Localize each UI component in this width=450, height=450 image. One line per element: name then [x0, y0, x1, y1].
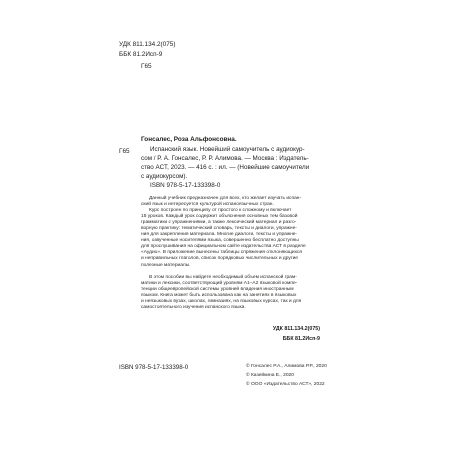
catalog-description-line: сом / Р. А. Гонсалес, Р. Р. Алимова. — Москва : Издатель- — [141, 155, 309, 162]
annotation-line: матики и лексики, соответствующий уровням А1–А2 языковой компе- — [141, 280, 298, 286]
annotation-line: Данный учебник предназначен для всех, кто желает изучать испан- — [149, 196, 302, 201]
catalog-isbn: ISBN 978-5-17-133398-0 — [150, 182, 221, 189]
annotation-line: 15 уроков. Каждый урок содержит объяснения основных тем базовой — [141, 214, 298, 220]
annotation-line: полезные материалы. — [141, 262, 191, 268]
copyright-line: © Казейкина Е., 2020 — [246, 373, 294, 378]
catalog-description-line: Испанский язык. Новейший самоучитель с аудиокур- — [150, 146, 305, 153]
annotation-line: Курс построен по принципу от простого к сложному и включает — [149, 208, 292, 214]
annotation-line: для прослушивания на официальном сайте издательства АСТ в разделе — [141, 244, 306, 250]
annotation-line: языком. Книга может быть использована как на занятиях в языковых — [141, 292, 297, 298]
author-sign-code-left: Г65 — [119, 148, 130, 155]
annotation-paragraph — [141, 196, 321, 208]
annotation-line: ния, озвученные носителями языка, совершенно бесплатно доступны — [141, 238, 299, 244]
bbk-code-bold: ББК 81.2Исп-9 — [282, 336, 320, 342]
isbn-number: ISBN 978-5-17-133398-0 — [119, 364, 189, 371]
udk-code: УДК 811.134.2(075) — [119, 41, 176, 48]
author-sign-code: Г65 — [141, 63, 152, 70]
annotation-paragraph — [141, 208, 321, 268]
annotation — [141, 196, 321, 311]
catalog-description-line: ство АСТ, 2023. — 416 с. : ил. — (Новейшие самоучители — [141, 164, 310, 171]
author-heading: Гонсалес, Роза Альфонсовна. — [141, 136, 237, 143]
annotation-line: ский язык и интересуется культурой испаноязычных стран. — [141, 202, 274, 208]
copyright-line: © ООО «Издательство АСТ», 2022 — [246, 382, 325, 387]
annotation-line: самостоятельного изучения испанского языка. — [141, 304, 246, 310]
annotation-line: В этом пособии вы найдете необходимый объем испанской грам- — [149, 274, 297, 280]
copyright-line: © Гонсалес Р.А., Алимова Р.Р., 2020 — [246, 364, 327, 369]
annotation-line: тенции общеевропейской системы уровней владения иностранным — [141, 286, 294, 292]
annotation-line: грамматики с упражнениями, а также лексический материал и разго- — [141, 220, 297, 226]
annotation-line: ния для закрепления материала. Многие диалоги, тексты и упражне- — [141, 232, 298, 238]
catalog-description-line: с аудиокурсом). — [141, 173, 188, 180]
annotation-paragraph — [141, 275, 321, 311]
bbk-code: ББК 81.2Исп-9 — [119, 51, 163, 58]
annotation-line: «Аудио». В приложение вынесены таблицы спряжения отклоняющихся — [141, 250, 302, 256]
annotation-line: и неправильных глаголов, список порядковых числительных и другие — [141, 256, 298, 262]
annotation-line: ворную практику: тематический словарь, тексты и диалоги, упражне- — [141, 226, 297, 232]
annotation-line: и неязыковых вузах, школах, гимназиях, на языковых курсах, так и для — [141, 298, 302, 304]
udk-code-bold: УДК 811.134.2(075) — [272, 326, 320, 332]
